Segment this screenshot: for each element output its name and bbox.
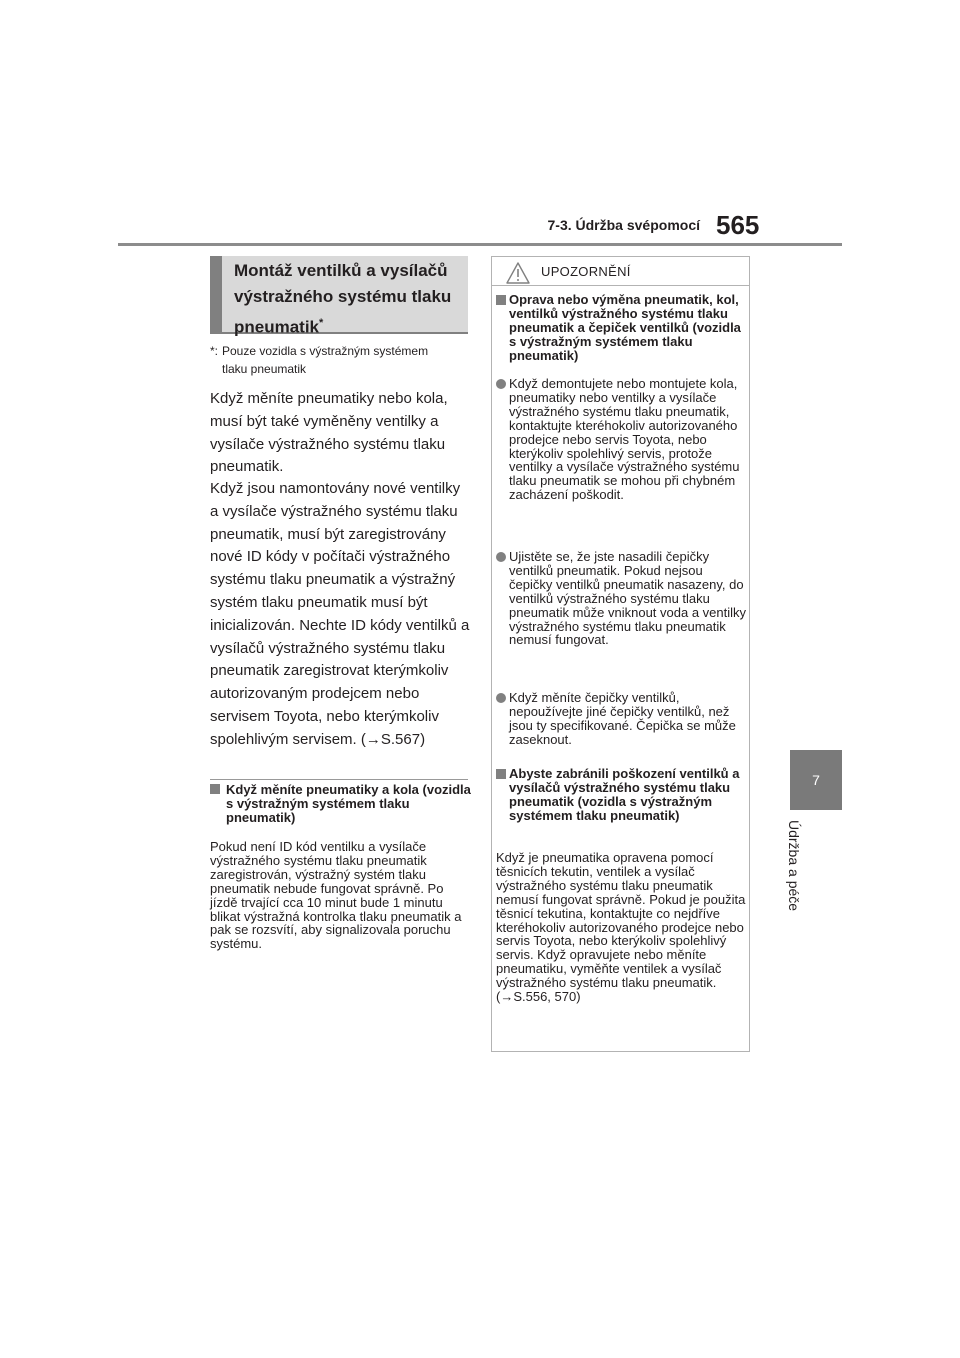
page-number: 565 <box>716 210 760 240</box>
footnote-mark: *: <box>210 344 219 358</box>
chapter-label <box>784 820 806 940</box>
square-bullet-icon <box>496 768 506 782</box>
header-rule <box>118 243 842 246</box>
warning-item-4-text: Když měníte čepičky ventilků, nepoužívejte jiné čepičky ventilků, než jsou ty specifikované. Čepička se může zaseknout. <box>509 690 736 747</box>
square-bullet-icon <box>210 784 220 794</box>
body-paragraph-2: Když jsou namontovány nové ventilky a vysílače výstražného systému tlaku pneumatik, musí být zaregistrovány nové ID kódy v počítači výstražného systému tlaku pneumatik a výstražný systém tlaku pneumatik musí být inicializován. Nechte ID kódy ventilků a vysílačů výstražného systému tlaku pneumatik zaregistrovat kterýmkoliv autorizovaným prodejcem nebo servisem Toyota, nebo kterýmkoliv spolehlivým servisem. (→S.567) <box>210 480 470 748</box>
warning-item-1 <box>496 293 746 363</box>
section-heading-text: Montáž ventilků a vysílačů výstražného systému tlaku pneumatik <box>234 261 452 337</box>
chapter-label-text: Údržba a péče <box>786 820 802 912</box>
warning-item-4 <box>496 691 746 747</box>
footnote <box>210 342 472 378</box>
footnote-line1: Pouze vozidla s výstražným systémem <box>222 344 429 358</box>
round-bullet-icon <box>496 692 506 706</box>
warning-triangle-icon <box>506 262 530 284</box>
round-bullet-icon <box>496 551 506 565</box>
subsection-heading <box>210 783 472 824</box>
section-heading <box>210 256 468 337</box>
warning-item-5-text: Abyste zabránili poškození ventilků a vysílačů výstražného systému tlaku pneumatik (vozidla s výstražným systémem tlaku pneumatik) <box>509 766 740 823</box>
warning-item-2-text: Když demontujete nebo montujete kola, pneumatiky nebo ventilky a vysílače výstražného systému tlaku pneumatik, kontaktujte kteréhokoliv autorizovaného prodejce nebo servis Toyota, nebo kterýkoliv spolehlivý servis, protože ventilky a vysílače výstražného systému tlaku pneumatik se mohou při chybném zacházení poškodit. <box>509 376 740 503</box>
warning-title: UPOZORNĚNÍ <box>541 264 631 279</box>
warning-item-1-text: Oprava nebo výměna pneumatik, kol, ventilků výstražného systému tlaku pneumatik a čepiček ventilků (vozidla s výstražným systémem tlaku pneumatik) <box>509 292 741 363</box>
square-bullet-icon <box>496 294 506 308</box>
heading-asterisk: * <box>319 317 324 329</box>
warning-item-5-body: Když je pneumatika opravena pomocí těsnicích tekutin, ventilek a vysílač výstražného systému tlaku pneumatik nemusí fungovat správně. Pokud je použita těsnicí tekutina, kontaktujte co nejdříve kteréhokoliv autorizovaného prodejce nebo servis Toyota, nebo kterýkoliv spolehlivý servis. Když opravujete nebo měníte pneumatiku, vyměňte ventilek a vysílač výstražného systému tlaku pneumatik. (→S.556, 570) <box>496 850 746 1005</box>
chapter-number: 7 <box>812 772 820 788</box>
subsection-body: Pokud není ID kód ventilku a vysílače výstražného systému tlaku pneumatik zaregistrován, výstražný systém tlaku pneumatik nebude fungovat správně. Po jízdě trvající cca 10 minut bude 1 minutu blikat výstražná kontrolka tlaku pneumatik a pak se rozsvítí, aby signalizovala poruchu systému. <box>210 839 462 952</box>
warning-item-5 <box>496 767 746 823</box>
footnote-line2: tlaku pneumatik <box>222 362 307 376</box>
section-title: 7-3. Údržba svépomocí <box>547 217 700 233</box>
body-paragraph-1: Když měníte pneumatiky nebo kola, musí být také vyměněny ventilky a vysílače výstražného systému tlaku pneumatik. <box>210 390 448 476</box>
round-bullet-icon <box>496 378 506 392</box>
warning-item-2 <box>496 377 746 502</box>
warning-item-3 <box>496 550 746 647</box>
warning-item-3-text: Ujistěte se, že jste nasadili čepičky ventilků pneumatik. Pokud nejsou čepičky ventilků pneumatik nasazeny, do ventilků výstražného systému tlaku pneumatik může vniknout voda a ventilky výstražného systému tlaku pneumatik nemusí fungovat. <box>509 549 747 648</box>
subsection-heading-text: Když měníte pneumatiky a kola (vozidla s výstražným systémem tlaku pneumatik) <box>226 782 471 825</box>
chapter-tab <box>790 750 842 810</box>
subsection-rule <box>210 779 468 780</box>
